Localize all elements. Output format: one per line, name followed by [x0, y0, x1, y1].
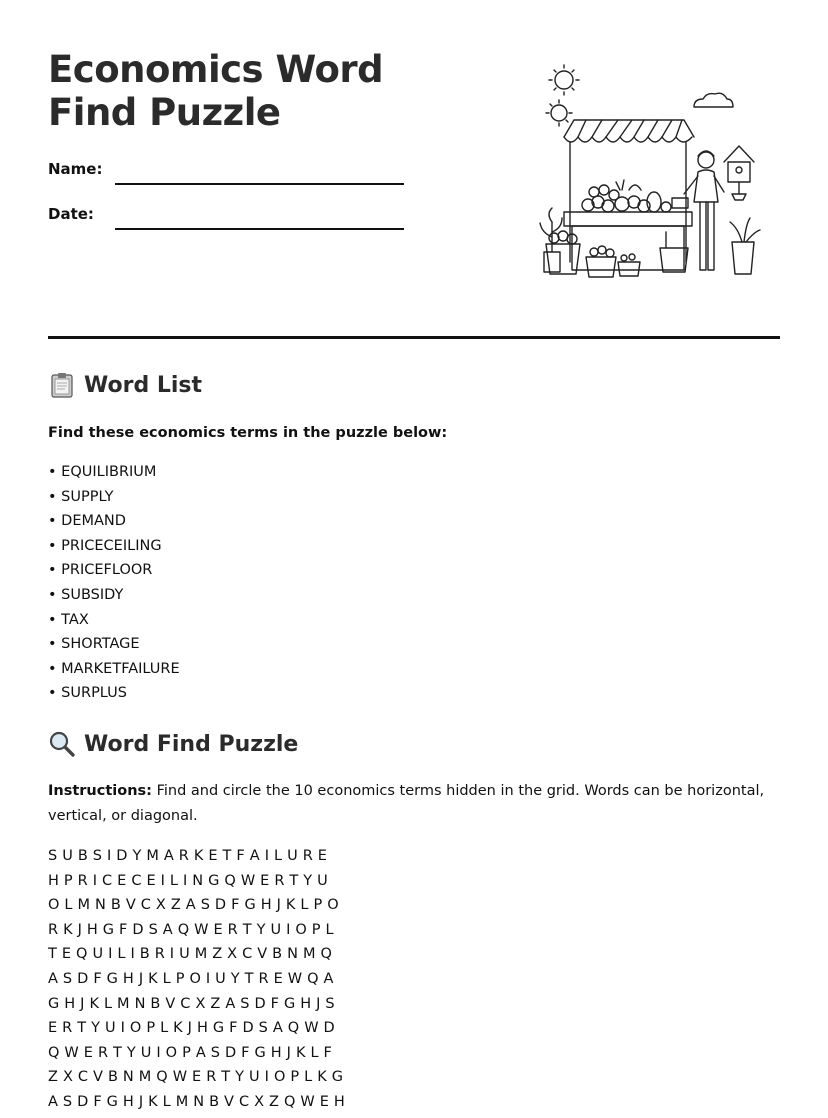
word-term: SUBSIDY: [61, 586, 124, 603]
vendor-figure: [684, 151, 724, 270]
grid-row: G H J K L M N B V C X Z A S D F G H J S: [48, 995, 335, 1012]
date-field: [48, 201, 408, 229]
puzzle-heading-text: Word Find Puzzle: [84, 731, 299, 757]
word-term: MARKETFAILURE: [61, 660, 180, 677]
awning: [564, 120, 694, 142]
word-list-heading: [48, 371, 202, 399]
produce: [582, 180, 688, 212]
word-list: [48, 460, 180, 706]
instructions: [48, 779, 780, 829]
grid-row: S U B S I D Y M A R K E T F A I L U R E: [48, 848, 328, 864]
list-item: [48, 632, 180, 657]
bullet: •: [48, 562, 57, 579]
word-find-grid: [48, 844, 345, 1115]
sun-icon: [549, 65, 579, 95]
word-list-heading-text: Word List: [84, 372, 203, 398]
bullet: •: [48, 488, 57, 505]
grid-row: H P R I C E C E I L I N G Q W E R T Y U: [48, 872, 328, 889]
list-item: [48, 558, 180, 583]
bullet: •: [48, 660, 57, 677]
grid-row: E R T Y U I O P L K J H G F D S A Q W D: [48, 1020, 335, 1037]
list-item: [48, 509, 180, 534]
grid-row: A S D F G H J K L M N B V C X Z Q W E H: [48, 1093, 346, 1110]
date-blank-line: [115, 228, 404, 230]
list-item: [48, 460, 180, 485]
word-term: DEMAND: [61, 513, 126, 530]
word-term: SUPPLY: [61, 488, 114, 505]
list-item: [48, 485, 180, 510]
list-item: [48, 681, 180, 706]
instructions-label: Instructions:: [48, 783, 152, 799]
list-item: [48, 657, 180, 682]
bullet: •: [48, 636, 57, 653]
bullet: •: [48, 537, 57, 554]
word-term: PRICECEILING: [61, 537, 162, 554]
birdhouse: [724, 146, 754, 200]
list-item: [48, 534, 180, 559]
grid-row: O L M N B V C X Z A S D F G H J K L P O: [48, 897, 339, 914]
word-list-prompt: Find these economics terms in the puzzle below:: [48, 425, 448, 441]
grid-row: T E Q U I L I B R I U M Z X C V B N M Q: [48, 946, 333, 963]
page-title: Economics Word Find Puzzle: [48, 48, 384, 134]
word-term: PRICEFLOOR: [61, 562, 153, 579]
bullet: •: [48, 464, 57, 480]
market-stall-illustration: [524, 62, 764, 284]
puzzle-heading: [48, 730, 298, 758]
plant-right: [730, 218, 760, 274]
magnifying-glass-icon: [48, 730, 76, 758]
worksheet-header: [48, 48, 780, 338]
sun-small-icon: [546, 100, 572, 126]
grid-row: R K J H G F D S A Q W E R T Y U I O P L: [48, 921, 334, 938]
word-term: SURPLUS: [61, 685, 127, 702]
list-item: [48, 608, 180, 633]
cloud-icon: [694, 93, 733, 107]
instructions-text: Find and circle the 10 economics terms hidden in the grid. Words can be horizontal, vertical, or diagonal.: [48, 783, 765, 824]
word-term: TAX: [61, 611, 89, 628]
list-item: [48, 583, 180, 608]
word-term: EQUILIBRIUM: [61, 464, 157, 480]
bullet: •: [48, 513, 57, 530]
clipboard-icon: [48, 371, 76, 399]
grid-row: Z X C V B N M Q W E R T Y U I O P L K G: [48, 1069, 344, 1086]
name-field: [48, 156, 408, 184]
bullet: •: [48, 611, 57, 628]
grid-row: Q W E R T Y U I O P A S D F G H J K L F: [48, 1044, 333, 1061]
name-label: Name:: [48, 160, 103, 178]
grid-row: A S D F G H J K L P O I U Y T R E W Q A: [48, 970, 334, 987]
name-blank-line: [115, 183, 404, 185]
word-term: SHORTAGE: [61, 636, 140, 653]
worksheet-page: [48, 48, 780, 1110]
bullet: •: [48, 586, 57, 603]
header-divider: [48, 336, 780, 339]
date-label: Date:: [48, 205, 94, 223]
bullet: •: [48, 685, 57, 702]
